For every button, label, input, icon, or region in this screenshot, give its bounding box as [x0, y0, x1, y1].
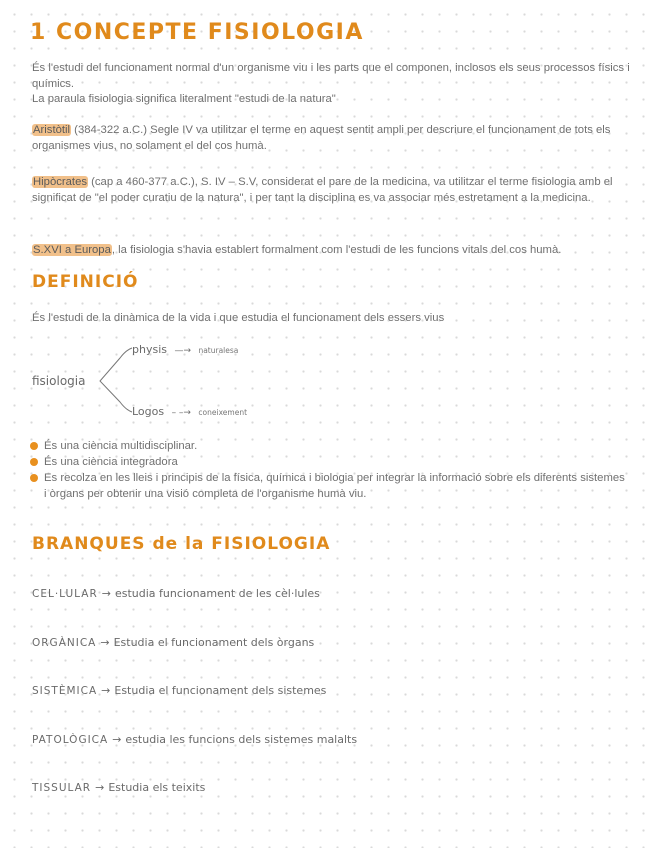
bullet-icon [30, 458, 38, 466]
intro-paragraph [32, 61, 647, 108]
arrow-icon: → [100, 636, 110, 649]
bullet-icon [30, 442, 38, 450]
diagram-branch-logos [132, 402, 247, 420]
bullet-icon [30, 474, 38, 482]
arrow-icon: —→ [174, 346, 191, 356]
branch-item-patologica [32, 733, 357, 746]
diagram-branch-physis [132, 340, 238, 358]
definition-heading: DEFINICIÓ [32, 272, 139, 292]
branch-description: Estudia el funcionament dels òrgans [113, 636, 315, 649]
etymology-diagram [30, 336, 330, 426]
feature-list [30, 438, 630, 502]
branch-item-organica [32, 636, 314, 649]
branches-heading: BRANQUES de la FISIOLOGIA [32, 534, 331, 554]
highlight-europa: S.XVI a Europa [33, 244, 111, 256]
page-title: 1 CONCEPTE FISIOLOGIA [30, 20, 364, 45]
branch-name: CEL·LULAR [32, 588, 98, 600]
history-aristotil [32, 123, 647, 154]
diagram-word-physis: physis [132, 343, 167, 356]
branch-item-cellular [32, 587, 320, 600]
intro-line-1: És l'estudi del funcionament normal d'un organisme viu i les parts que el componen, inclosos els seus processos físics i químics. [32, 62, 630, 90]
highlight-hipocrates: Hipòcrates [33, 176, 87, 188]
arrow-icon: → [112, 733, 122, 746]
branch-item-sistemica [32, 684, 326, 697]
history-hipocrates [32, 175, 647, 206]
intro-line-2: La paraula fisiologia significa literalment "estudi de la natura" [32, 93, 336, 105]
branch-description: estudia les funcions dels sistemes malalts [125, 733, 358, 746]
branch-name: ORGÀNICA [32, 637, 97, 649]
highlight-aristotil: Aristòtil [33, 124, 71, 136]
arrow-icon: → [101, 684, 111, 697]
branch-description: estudia funcionament de les cèl·lules [114, 587, 320, 600]
diagram-meaning-coneixement: coneixement [198, 408, 248, 417]
branch-name: PATOLÒGICA [32, 734, 109, 746]
list-item: És una ciència integradora [30, 454, 630, 470]
history-text-europa: , la fisiologia s'havia establert formalment com l'estudi de les funcions vitals del cos humà. [111, 244, 562, 256]
diagram-root: fisiologia [32, 374, 86, 388]
definition-text: És l'estudi de la dinàmica de la vida i que estudia el funcionament dels essers vius [32, 312, 445, 324]
diagram-meaning-naturalesa: naturalesa [198, 346, 239, 355]
list-item: Es recolza en les lleis i principis de la física, química i biologia per integrar la informació sobre els diferents sistemes i òrgans per obtenir una visió completa de l'organisme humà viu. [30, 470, 630, 502]
branch-name: SISTÈMICA [32, 685, 98, 697]
branch-description: Estudia el funcionament dels sistemes [114, 684, 327, 697]
history-text-hipocrates: (cap a 460-377 a.C.), S. IV – S.V, considerat el pare de la medicina, va utilitzar el terme fisiologia amb el significat de "el poder curatiu de la natura", i per tant la disciplina es va associar més estretament a la medicina. [32, 176, 613, 204]
branch-name: TISSULAR [32, 782, 92, 794]
list-item: És una ciència multidisciplinar. [30, 438, 630, 454]
branch-item-tissular [32, 781, 205, 794]
arrow-icon: → [101, 587, 111, 600]
diagram-word-logos: Logos [132, 405, 165, 418]
history-text-aristotil: (384-322 a.C.) Segle IV va utilitzar el terme en aquest sentit ampli per descriure el funcionament de tots els organismes vius, no solament el del cos humà. [32, 124, 611, 152]
history-europa [32, 243, 647, 259]
branch-description: Estudia els teixits [108, 781, 206, 794]
arrow-icon: → [95, 781, 105, 794]
arrow-icon: – –→ [171, 408, 191, 418]
